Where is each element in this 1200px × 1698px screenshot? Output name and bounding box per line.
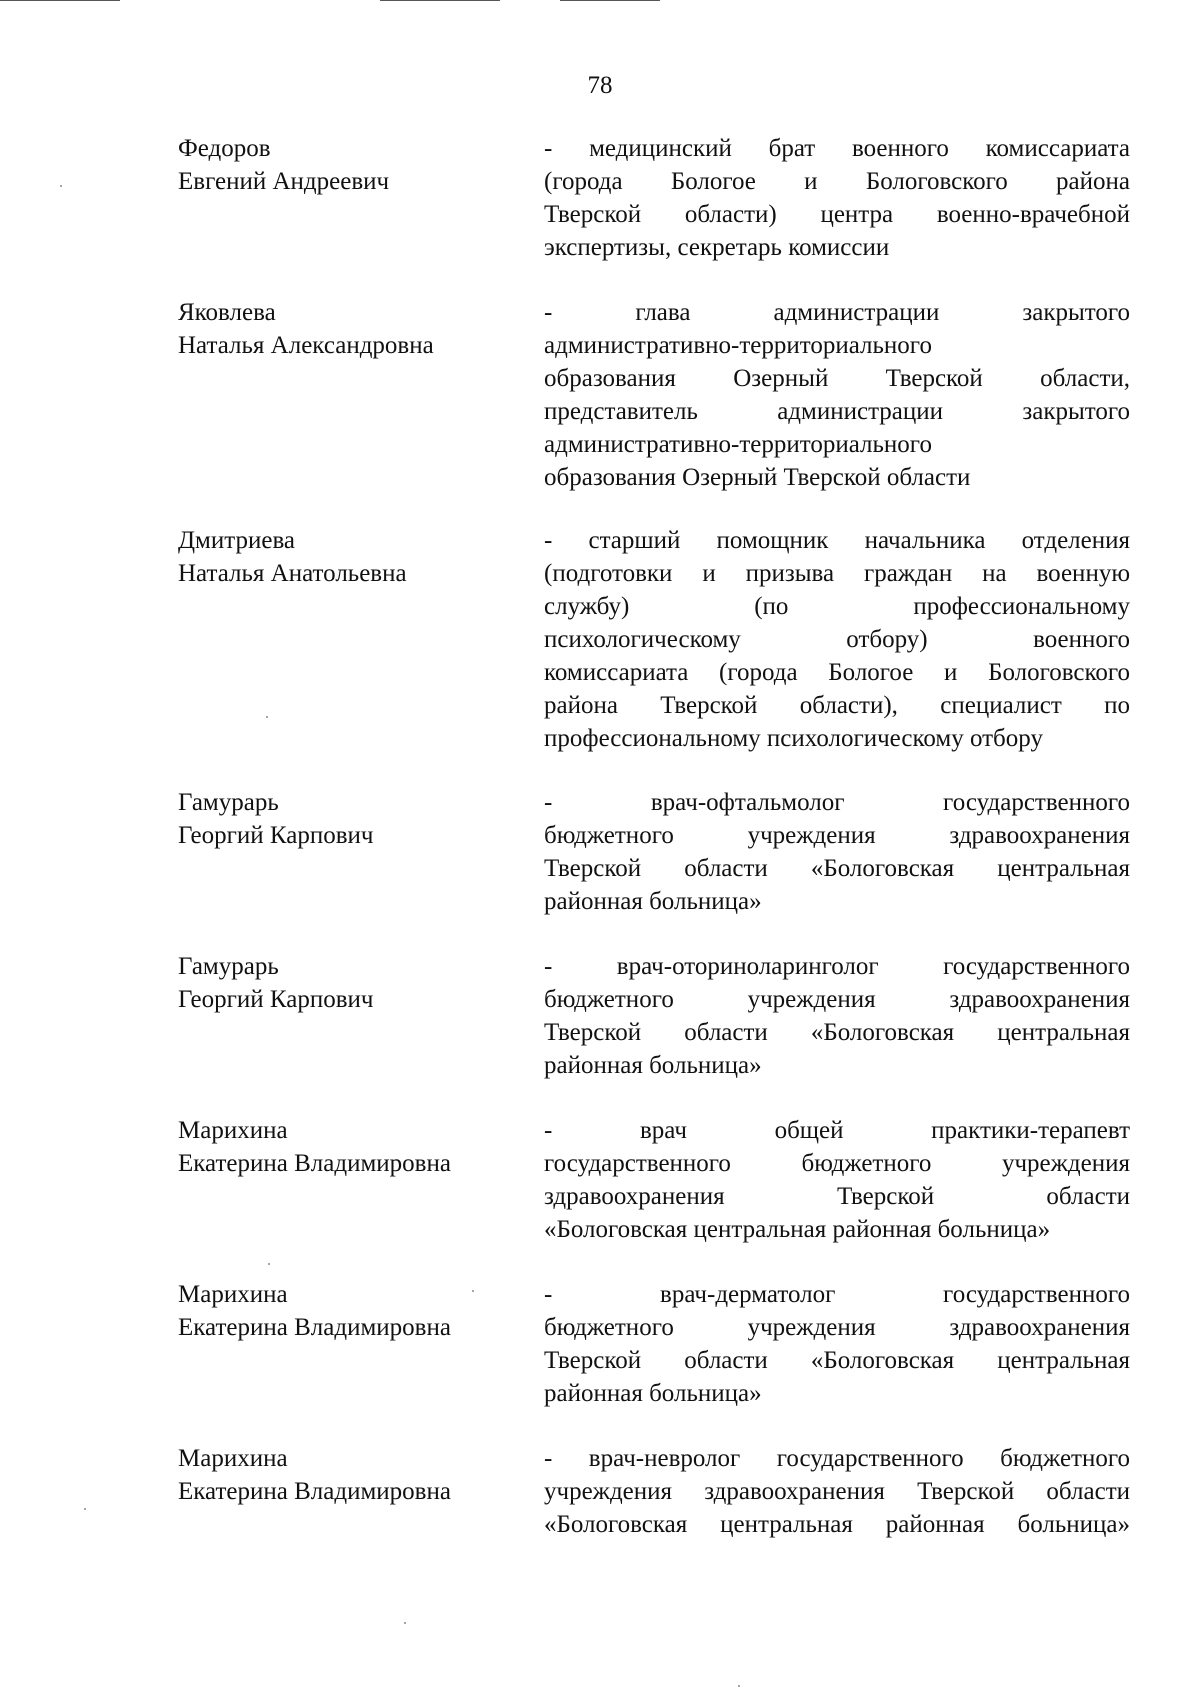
member-given-names: Георгий Карпович	[178, 986, 374, 1013]
member-name	[178, 132, 508, 198]
member-position	[544, 1278, 1130, 1410]
member-position	[544, 950, 1130, 1082]
member-name	[178, 950, 508, 1016]
scan-speck	[268, 1263, 270, 1265]
position-line: административно-территориального	[544, 332, 932, 359]
position-line: представитель администрации закрытого	[544, 398, 1130, 425]
position-line: учреждения здравоохранения Тверской области	[544, 1478, 1130, 1505]
position-line: здравоохранения Тверской области	[544, 1183, 1130, 1210]
member-position	[544, 1442, 1130, 1541]
page-number: 78	[587, 72, 613, 99]
member-position	[544, 786, 1130, 918]
position-line: - врач-офтальмолог государственного	[544, 789, 1130, 816]
member-surname: Яковлева	[178, 299, 276, 326]
position-line: района Тверской области), специалист по	[544, 692, 1130, 719]
scan-edge-line	[0, 0, 120, 1]
member-name	[178, 1114, 508, 1180]
position-line: профессиональному психологическому отбору	[544, 725, 1043, 752]
member-given-names: Георгий Карпович	[178, 822, 374, 849]
position-line: районная больница»	[544, 1380, 762, 1407]
position-line: административно-территориального	[544, 431, 932, 458]
position-line: - врач-оториноларинголог государственного	[544, 953, 1130, 980]
position-line: бюджетного учреждения здравоохранения	[544, 822, 1130, 849]
member-surname: Марихина	[178, 1117, 288, 1144]
position-line: районная больница»	[544, 1052, 762, 1079]
scan-speck	[738, 1685, 740, 1687]
member-name	[178, 786, 508, 852]
member-surname: Федоров	[178, 135, 271, 162]
member-name	[178, 296, 508, 362]
member-name	[178, 524, 508, 590]
member-surname: Гамурарь	[178, 789, 279, 816]
position-line: - старший помощник начальника отделения	[544, 527, 1130, 554]
position-line: - медицинский брат военного комиссариата	[544, 135, 1130, 162]
scan-speck	[266, 716, 268, 718]
position-line: экспертизы, секретарь комиссии	[544, 234, 890, 261]
position-line: психологическому отбору) военного	[544, 626, 1130, 653]
position-line: Тверской области) центра военно-врачебной	[544, 201, 1130, 228]
position-line: Тверской области «Бологовская центральная	[544, 1019, 1130, 1046]
member-given-names: Наталья Анатольевна	[178, 560, 407, 587]
position-line: бюджетного учреждения здравоохранения	[544, 986, 1130, 1013]
member-given-names: Наталья Александровна	[178, 332, 434, 359]
member-given-names: Екатерина Владимировна	[178, 1478, 451, 1505]
position-line: Тверской области «Бологовская центральная	[544, 855, 1130, 882]
member-surname: Марихина	[178, 1281, 288, 1308]
position-line: «Бологовская центральная районная больница»	[544, 1216, 1051, 1243]
position-line: районная больница»	[544, 888, 762, 915]
position-line: Тверской области «Бологовская центральная	[544, 1347, 1130, 1374]
position-line: - глава администрации закрытого	[544, 299, 1130, 326]
position-line: государственного бюджетного учреждения	[544, 1150, 1130, 1177]
member-given-names: Евгений Андреевич	[178, 168, 390, 195]
position-line: - врач общей практики-терапевт	[544, 1117, 1130, 1144]
scan-edge-line	[560, 0, 660, 1]
position-line: бюджетного учреждения здравоохранения	[544, 1314, 1130, 1341]
position-line: образования Озерный Тверской области	[544, 464, 971, 491]
member-given-names: Екатерина Владимировна	[178, 1314, 451, 1341]
member-surname: Марихина	[178, 1445, 288, 1472]
member-position	[544, 132, 1130, 264]
member-position	[544, 296, 1130, 494]
member-position	[544, 1114, 1130, 1246]
position-line: - врач-дерматолог государственного	[544, 1281, 1130, 1308]
position-line: (подготовки и призыва граждан на военную	[544, 560, 1130, 587]
position-line: «Бологовская центральная районная больница»	[544, 1511, 1130, 1538]
member-name	[178, 1442, 508, 1508]
member-surname: Дмитриева	[178, 527, 296, 554]
member-position	[544, 524, 1130, 755]
scan-speck	[84, 1508, 86, 1510]
position-line: комиссариата (города Бологое и Бологовского	[544, 659, 1130, 686]
member-surname: Гамурарь	[178, 953, 279, 980]
scan-speck	[404, 1622, 406, 1624]
position-line: (города Бологое и Бологовского района	[544, 168, 1130, 195]
scan-edge-line	[380, 0, 500, 1]
position-line: - врач-невролог государственного бюджетного	[544, 1445, 1130, 1472]
member-name	[178, 1278, 508, 1344]
position-line: службу) (по профессиональному	[544, 593, 1130, 620]
member-given-names: Екатерина Владимировна	[178, 1150, 451, 1177]
position-line: образования Озерный Тверской области,	[544, 365, 1130, 392]
scan-speck	[60, 185, 62, 187]
